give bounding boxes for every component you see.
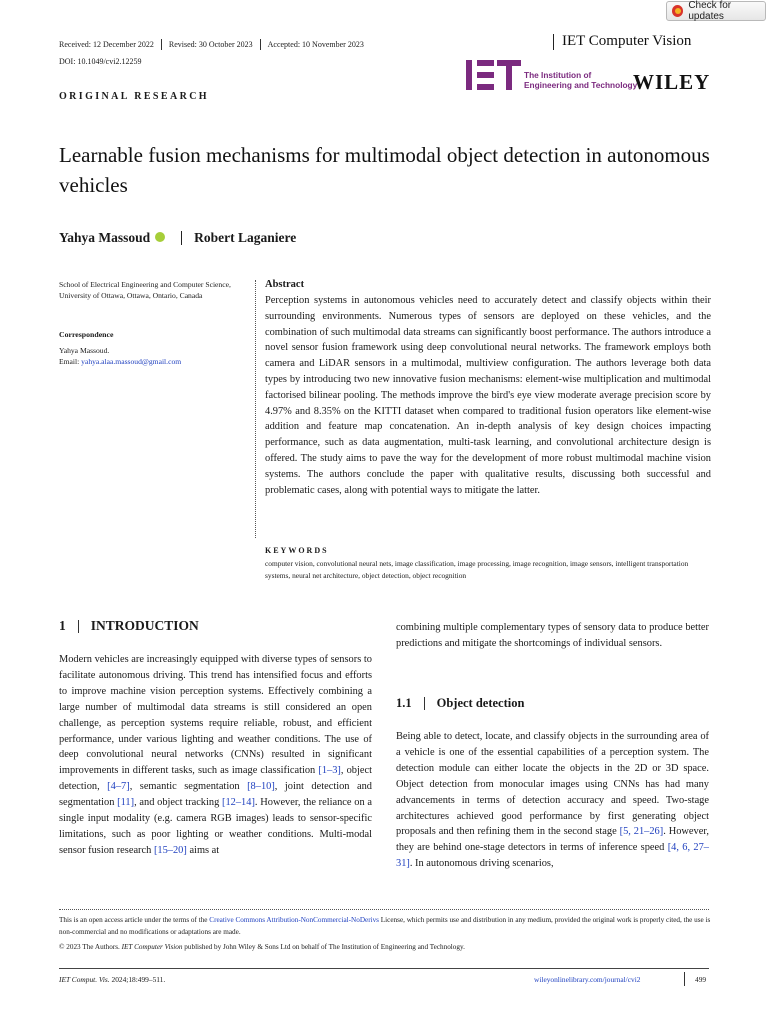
- correspondence-email: [59, 357, 181, 366]
- abstract-divider: [255, 280, 256, 538]
- intro-paragraph-continued: combining multiple complementary types of sensory data to produce better predictions and mitigate the shortcomings of individual sensors.: [396, 622, 709, 649]
- citation-link[interactable]: [15–20]: [153, 844, 187, 856]
- subsection-heading: [396, 696, 524, 711]
- accepted-date: Accepted: 10 November 2023: [267, 40, 364, 49]
- iet-logo-mark: [466, 60, 522, 90]
- text-run: , joint detection and segmentation: [59, 781, 372, 809]
- author-divider: [181, 231, 182, 245]
- heading-divider: [78, 620, 79, 633]
- page-divider: [684, 972, 685, 986]
- section-number: 1: [59, 618, 66, 633]
- section-title: INTRODUCTION: [90, 618, 199, 633]
- text-run: © 2023 The Authors.: [59, 943, 122, 951]
- text-run: published by John Wiley & Sons Ltd on behalf of The Institution of Engineering and Technology.: [182, 943, 465, 951]
- text-run: This is an open access article under the terms of the: [59, 916, 210, 924]
- journal-citation: [59, 975, 165, 984]
- article-title: Learnable fusion mechanisms for multimodal object detection in autonomous vehicles: [59, 143, 710, 197]
- wiley-logo: WILEY: [633, 70, 711, 94]
- object-detection-paragraph: [396, 729, 709, 872]
- abstract-text: Perception systems in autonomous vehicles need to accurately detect and classify objects within their surrounding environments. Numerous types of sensors are deployed on these vehicles, and the combination of such multimodal data streams can significantly boost performance. The authors introduce a novel sensor fusion framework using deep convolutional neural networks. The framework employs both camera and LiDAR sensors in a multimodal, multiview configuration. The authors leverage both data types by introducing two new innovative fusion mechanisms: element-wise multiplication and multimodal factorised bilinear pooling. The methods improve the bird's eye view moderate average precision score by 4.97% and 8.35% on the KITTI dataset when compared to traditional fusion operators like element-wise addition and feature map concatenation. An in-depth analysis of key design choices impacting performance, such as data augmentation, multi-task learning, and convolutional architecture design is offered. The study aims to pave the way for the development of more robust multimodal machine vision systems. The authors conclude the paper with qualitative results, discussing both successful and problematic cases, along with potential ways to mitigate the latter.: [265, 295, 711, 496]
- article-dates: [59, 39, 364, 50]
- email-link[interactable]: yahya.alaa.massoud@gmail.com: [81, 357, 182, 366]
- text-run: Being able to detect, locate, and classify objects in the surrounding area of a vehicle is one of the essential capabilities of a perception system. The detection module can either locate the objects in the 2D or 3D space. Object detection from monocular images using CNNs has had many advancements in terms of detection accuracy and speed. Two-stage architectures achieved good performance by first generating object proposals and then refining them in the second stage: [396, 731, 709, 838]
- check-for-updates-label: Check for updates: [688, 0, 732, 22]
- citation-link[interactable]: [8–10]: [247, 781, 275, 793]
- date-divider: [161, 39, 162, 50]
- text-run: . However, the reliance on a single input modality (e.g. camera RGB images) leads to sensor-specific limitations, such as poor lighting or weather conditions. Multi-modal sensor fusion research: [59, 797, 372, 856]
- text-run: , semantic segmentation: [129, 781, 248, 793]
- iet-logo: [466, 60, 522, 95]
- iet-wordmark: [524, 71, 637, 90]
- affiliation: School of Electrical Engineering and Computer Science, University of Ottawa, Ottawa, Ontario, Canada: [59, 280, 231, 300]
- citation-link[interactable]: [12–14]: [222, 797, 255, 809]
- section-heading: [59, 618, 199, 634]
- citation-link[interactable]: [11]: [117, 797, 135, 809]
- keywords-heading: KEYWORDS: [265, 546, 329, 555]
- page-number: 499: [695, 975, 707, 984]
- journal-name: IET Computer Vision: [562, 33, 692, 49]
- citation-link[interactable]: [4, 6, 27–31]: [396, 842, 709, 870]
- iet-line-2: Engineering and Technology: [524, 79, 638, 90]
- journal-italic: IET Computer Vision: [121, 943, 183, 951]
- journal-url[interactable]: wileyonlinelibrary.com/journal/cvi2: [534, 975, 641, 984]
- subsection-title: Object detection: [436, 696, 525, 710]
- text-run: . However, they are behind one-stage detectors in terms of inference speed: [396, 826, 709, 854]
- doi: DOI: 10.1049/cvi2.12259: [59, 57, 142, 66]
- intro-paragraph: [59, 652, 372, 859]
- license-link[interactable]: Creative Commons Attribution-NonCommercial-NoDerivs: [209, 916, 379, 924]
- citation-link[interactable]: [1–3]: [318, 765, 341, 777]
- correspondence-heading: Correspondence: [59, 330, 114, 339]
- citation-journal: IET Comput. Vis.: [59, 975, 110, 984]
- subsection-number: 1.1: [396, 696, 412, 710]
- bottom-divider: [59, 968, 709, 969]
- correspondence-name: Yahya Massoud.: [59, 346, 110, 355]
- keywords-text: computer vision, convolutional neural nets, image classification, image processing, image recognition, image sensors, intelligent transportation systems, neural net architecture, object detection, object recognition: [265, 559, 689, 580]
- footer-divider: [59, 909, 709, 910]
- copyright-note: [59, 942, 711, 954]
- author-name[interactable]: Robert Laganiere: [194, 230, 297, 245]
- journal-divider: [553, 34, 554, 50]
- text-run: , and object tracking: [134, 797, 223, 809]
- author-name[interactable]: Yahya Massoud: [59, 230, 151, 245]
- article-type-label: ORIGINAL RESEARCH: [59, 91, 209, 102]
- revised-date: Revised: 30 October 2023: [168, 40, 253, 49]
- text-run: Modern vehicles are increasingly equipped with diverse types of sensors to facilitate autonomous driving. This trend has intensified focus and efforts to improve machine vision perception systems. Effectively combining a large number of multimodal data streams is still considered an open challenge, as perception systems require reliable, robust, and efficient performance, under various lighting and weather conditions. The use of deep convolutional neural networks (CNNs) resulted in significant improvements in different tasks, such as image classification: [59, 654, 372, 777]
- received-date: Received: 12 December 2022: [59, 40, 154, 49]
- orcid-icon[interactable]: [155, 232, 165, 242]
- text-run: . In autonomous driving scenarios,: [409, 858, 554, 870]
- license-note: [59, 915, 711, 938]
- citation-volume: 2024;18:499–511.: [109, 975, 166, 984]
- text-run: License, which permits use and distribution in any medium, provided the original work is properly cited, the use is non-commercial and no modifications or adaptations are made.: [59, 916, 711, 936]
- update-icon: [672, 5, 683, 17]
- iet-line-1: The Institution of: [524, 70, 592, 80]
- abstract-heading: Abstract: [265, 279, 305, 290]
- author-list: [59, 230, 296, 246]
- email-label: Email:: [59, 357, 82, 366]
- text-run: aims at: [186, 844, 220, 856]
- date-divider: [260, 39, 261, 50]
- citation-link[interactable]: [5, 21–26]: [619, 826, 664, 838]
- citation-link[interactable]: [4–7]: [107, 781, 130, 793]
- check-for-updates-button[interactable]: [666, 1, 766, 21]
- heading-divider: [424, 697, 425, 710]
- text-run: , object detection,: [59, 765, 372, 793]
